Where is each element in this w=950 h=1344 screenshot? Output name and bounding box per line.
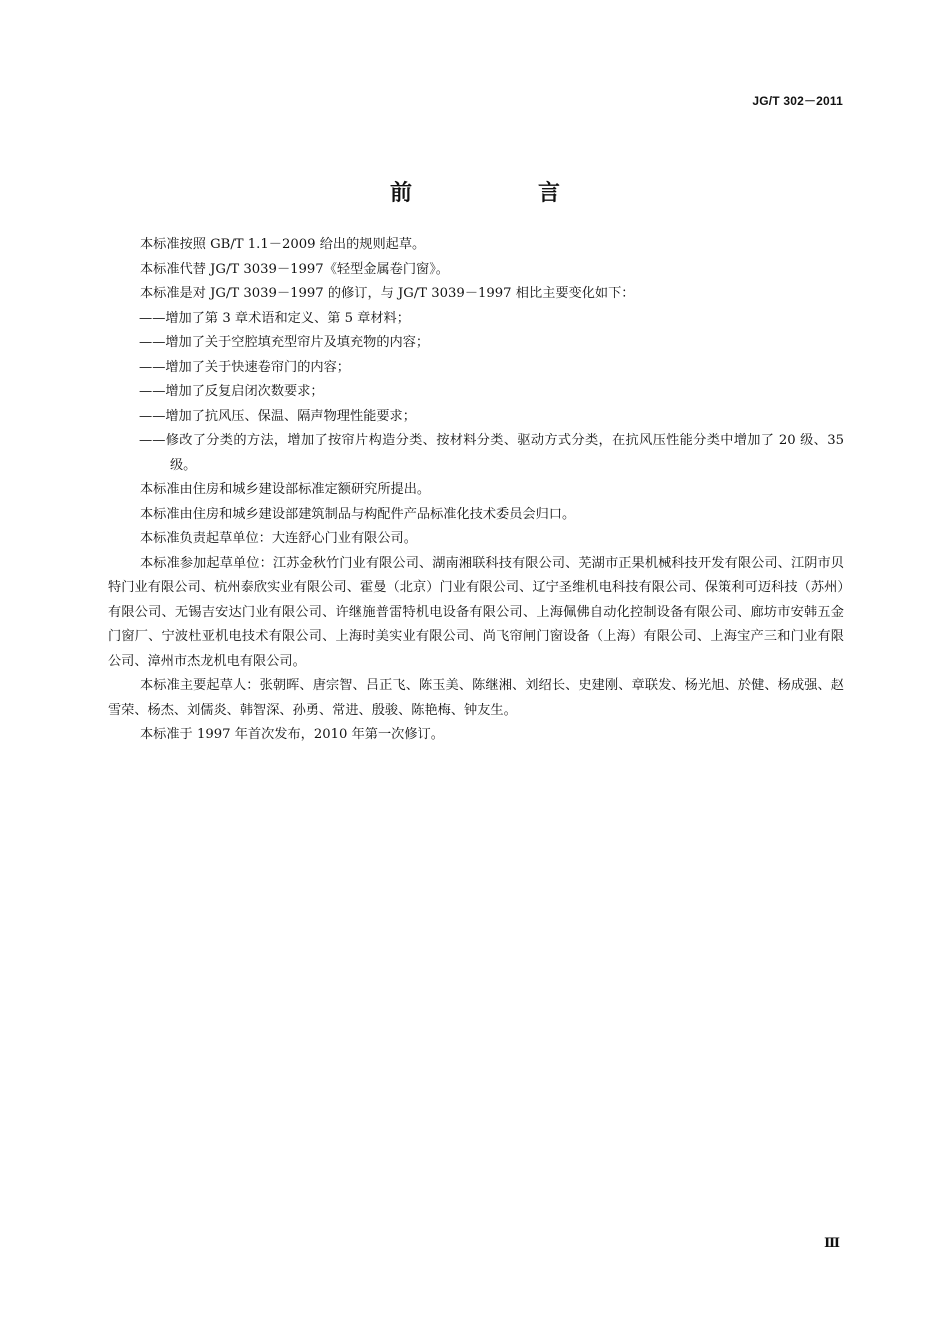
paragraph-lead-drafter: 本标准负责起草单位：大连舒心门业有限公司。 — [140, 531, 417, 546]
standard-code: JG/T 302－2011 — [752, 94, 843, 108]
changes-list — [108, 307, 844, 479]
paragraph-centralized-by: 本标准由住房和城乡建设部建筑制品与构配件产品标准化技术委员会归口。 — [140, 506, 576, 522]
paragraph-drafting-rules: 本标准按照 GB/T 1.1－2009 给出的规则起草。 — [140, 237, 426, 252]
list-item: ——增加了第 3 章术语和定义、第 5 章材料； — [139, 310, 410, 326]
foreword-body — [108, 233, 844, 748]
paragraph-participating-units: 本标准参加起草单位：江苏金秋竹门业有限公司、湖南湘联科技有限公司、芜湖市正果机械科技开发有限公司、江阴市贝特门业有限公司、杭州泰欣实业有限公司、霍曼（北京）门业有限公司、辽宁圣维机电科技有限公司、保策利可迈科技（苏州）有限公司、无锡吉安达门业有限公司、许继施普雷特机电设备有限公司、上海佩佛自动化控制设备有限公司、廊坊市安韩五金门窗厂、宁波杜亚机电技术有限公司、上海时美实业有限公司、尚飞帘闸门窗设备（上海）有限公司、上海宝产三和门业有限公司、漳州市杰龙机电有限公司。 — [108, 555, 844, 669]
list-item: ——修改了分类的方法，增加了按帘片构造分类、按材料分类、驱动方式分类，在抗风压性能分类中增加了 20 级、35 级。 — [139, 433, 844, 473]
list-item: ——增加了关于空腔填充型帘片及填充物的内容； — [139, 335, 430, 350]
list-item: ——增加了反复启闭次数要求； — [139, 384, 324, 399]
list-item: ——增加了抗风压、保温、隔声物理性能要求； — [139, 408, 416, 424]
paragraph-replaces: 本标准代替 JG/T 3039－1997《轻型金属卷门窗》。 — [140, 261, 449, 277]
page-number: Ⅲ — [824, 1236, 840, 1251]
paragraph-main-drafters: 本标准主要起草人：张朝晖、唐宗智、吕正飞、陈玉美、陈继湘、刘绍长、史建刚、章联发、杨光旭、於健、杨成强、赵雪荣、杨杰、刘儒炎、韩智深、孙勇、常进、殷骏、陈艳梅、钟友生。 — [108, 678, 844, 718]
paragraph-revision-intro: 本标准是对 JG/T 3039－1997 的修订，与 JG/T 3039－1997 相比主要变化如下： — [140, 286, 635, 301]
paragraph-publication-history: 本标准于 1997 年首次发布，2010 年第一次修订。 — [140, 727, 444, 742]
paragraph-proposed-by: 本标准由住房和城乡建设部标准定额研究所提出。 — [140, 482, 431, 497]
list-item: ——增加了关于快速卷帘门的内容； — [139, 359, 350, 375]
page-title: 前 言 — [389, 181, 612, 206]
